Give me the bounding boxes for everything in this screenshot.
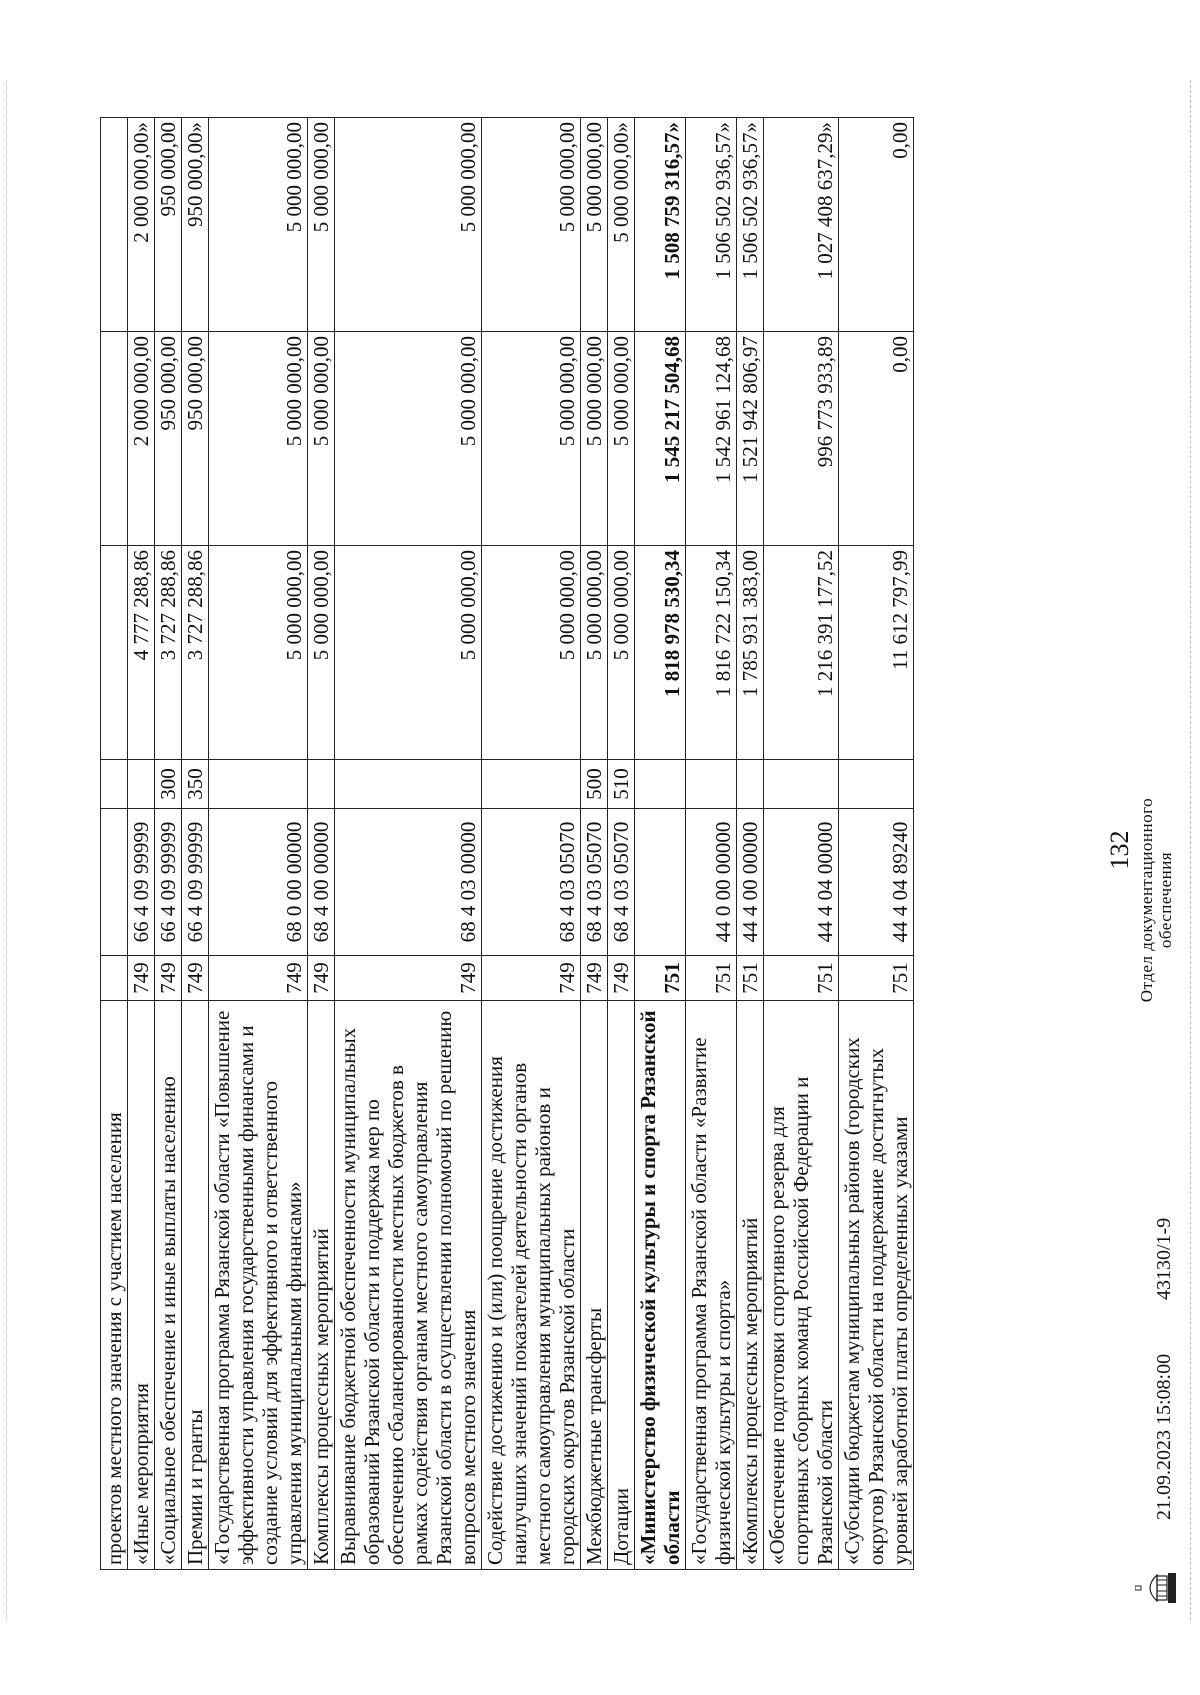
amount-2023-cell: 5 000 000,00 xyxy=(209,546,308,760)
amount-2023-cell: 1 818 978 530,34 xyxy=(635,546,686,760)
budget-table xyxy=(100,117,914,1570)
ministry-code-cell xyxy=(101,956,128,1001)
amount-2023-cell: 5 000 000,00 xyxy=(581,546,608,760)
amount-2024-cell: 5 000 000,00 xyxy=(335,332,482,546)
row-name-cell: «Комплексы процессных мероприятий xyxy=(737,1001,764,1570)
amount-2023-cell: 4 777 288,86 xyxy=(128,546,155,760)
amount-2023-cell: 5 000 000,00 xyxy=(482,546,581,760)
scan-edge-line xyxy=(1190,80,1191,1620)
footer-timestamp: 21.09.2023 15:08:00 xyxy=(1153,1353,1175,1520)
amount-2023-cell: 5 000 000,00 xyxy=(308,546,335,760)
amount-2024-cell: 1 521 942 806,97 xyxy=(737,332,764,546)
amount-2023-cell xyxy=(101,546,128,760)
department-stamp xyxy=(1137,785,1175,1015)
row-name-cell: Дотации xyxy=(608,1001,635,1570)
amount-2025-cell: 5 000 000,00 xyxy=(335,118,482,332)
footer-document-code: 43130/1-9 xyxy=(1153,1217,1175,1300)
target-article-cell: 68 4 03 05070 xyxy=(581,809,608,956)
amount-2024-cell: 0,00 xyxy=(839,332,914,546)
table-row xyxy=(839,118,914,1570)
ministry-code-cell: 749 xyxy=(482,956,581,1001)
table-row xyxy=(737,118,764,1570)
ministry-code-cell: 749 xyxy=(128,956,155,1001)
expense-type-cell xyxy=(101,760,128,809)
target-article-cell: 44 4 04 89240 xyxy=(839,809,914,956)
amount-2025-cell: 5 000 000,00 xyxy=(482,118,581,332)
ministry-code-cell: 751 xyxy=(764,956,839,1001)
amount-2024-cell: 5 000 000,00 xyxy=(308,332,335,546)
ministry-code-cell: 751 xyxy=(635,956,686,1001)
target-article-cell xyxy=(635,809,686,956)
row-name-cell: Межбюджетные трансферты xyxy=(581,1001,608,1570)
table-row xyxy=(608,118,635,1570)
amount-2025-cell: 1 508 759 316,57» xyxy=(635,118,686,332)
expense-type-cell xyxy=(482,760,581,809)
amount-2025-cell: 1 506 502 936,57» xyxy=(737,118,764,332)
expense-type-cell xyxy=(308,760,335,809)
ministry-code-cell: 749 xyxy=(308,956,335,1001)
row-name-cell: «Иные мероприятия xyxy=(128,1001,155,1570)
expense-type-cell: 500 xyxy=(581,760,608,809)
target-article-cell xyxy=(101,809,128,956)
amount-2023-cell: 11 612 797,99 xyxy=(839,546,914,760)
footer xyxy=(1135,85,1195,1605)
expense-type-cell xyxy=(209,760,308,809)
row-name-cell: Содействие достижению и (или) поощрение достижения наилучших значений показателей деятельности органов местного самоуправления муниципальных районов и городских округов Рязанской области xyxy=(482,1001,581,1570)
department-line-1: Отдел документационного xyxy=(1137,797,1156,1003)
amount-2024-cell: 996 773 933,89 xyxy=(764,332,839,546)
ministry-code-cell: 751 xyxy=(839,956,914,1001)
table-row xyxy=(581,118,608,1570)
expense-type-cell xyxy=(128,760,155,809)
table-row xyxy=(686,118,737,1570)
amount-2025-cell: 5 000 000,00 xyxy=(209,118,308,332)
row-name-cell: «Субсидии бюджетам муниципальных районов (городских округов) Рязанской области на поддержание достигнутых уровней заработной платы определенных указами xyxy=(839,1001,914,1570)
expense-type-cell: 300 xyxy=(155,760,182,809)
expense-type-cell xyxy=(737,760,764,809)
target-article-cell: 66 4 09 99999 xyxy=(128,809,155,956)
amount-2025-cell: 1 506 502 936,57» xyxy=(686,118,737,332)
amount-2023-cell: 1 816 722 150,34 xyxy=(686,546,737,760)
target-article-cell: 66 4 09 99999 xyxy=(155,809,182,956)
row-name-cell: «Социальное обеспечение и иные выплаты населению xyxy=(155,1001,182,1570)
table-row xyxy=(335,118,482,1570)
amount-2023-cell: 5 000 000,00 xyxy=(335,546,482,760)
ministry-code-cell: 749 xyxy=(155,956,182,1001)
table-row xyxy=(182,118,209,1570)
amount-2025-cell: 950 000,00 xyxy=(155,118,182,332)
row-name-cell: «Министерство физической культуры и спорта Рязанской области xyxy=(635,1001,686,1570)
row-name-cell: «Обеспечение подготовки спортивного резерва для спортивных сборных команд Российской Федерации и Рязанской области xyxy=(764,1001,839,1570)
row-name-cell: «Государственная программа Рязанской области «Повышение эффективности управления государственными финансами и создание условий для эффективного и ответственного управления муниципальными финансами» xyxy=(209,1001,308,1570)
amount-2024-cell: 5 000 000,00 xyxy=(482,332,581,546)
ministry-code-cell: 749 xyxy=(608,956,635,1001)
table-row xyxy=(482,118,581,1570)
target-article-cell: 68 4 03 05070 xyxy=(608,809,635,956)
amount-2024-cell: 950 000,00 xyxy=(182,332,209,546)
amount-2024-cell xyxy=(101,332,128,546)
expense-type-cell: 510 xyxy=(608,760,635,809)
table-row xyxy=(209,118,308,1570)
table-row xyxy=(764,118,839,1570)
amount-2025-cell: 2 000 000,00» xyxy=(128,118,155,332)
table-row xyxy=(155,118,182,1570)
amount-2025-cell: 5 000 000,00 xyxy=(308,118,335,332)
amount-2025-cell: 5 000 000,00 xyxy=(581,118,608,332)
ministry-code-cell: 749 xyxy=(182,956,209,1001)
expense-type-cell xyxy=(839,760,914,809)
amount-2024-cell: 5 000 000,00 xyxy=(209,332,308,546)
amount-2023-cell: 1 216 391 177,52 xyxy=(764,546,839,760)
table-row xyxy=(635,118,686,1570)
target-article-cell: 44 4 04 00000 xyxy=(764,809,839,956)
amount-2024-cell: 5 000 000,00 xyxy=(581,332,608,546)
row-name-cell: Премии и гранты xyxy=(182,1001,209,1570)
government-emblem-icon xyxy=(1135,1571,1179,1605)
amount-2024-cell: 2 000 000,00 xyxy=(128,332,155,546)
page-number: 132 xyxy=(1105,830,1134,870)
row-name-cell: Выравнивание бюджетной обеспеченности муниципальных образований Рязанской области и поддержка мер по обеспечению сбалансированности местных бюджетов в рамках содействия органам местного самоуправления Рязанской области в осуществлении полномочий по решению вопросов местного значения xyxy=(335,1001,482,1570)
amount-2025-cell xyxy=(101,118,128,332)
row-name-cell: «Государственная программа Рязанской области «Развитие физической культуры и спорта» xyxy=(686,1001,737,1570)
target-article-cell: 66 4 09 99999 xyxy=(182,809,209,956)
rotated-page xyxy=(0,40,1200,1660)
table-row xyxy=(308,118,335,1570)
expense-type-cell xyxy=(635,760,686,809)
amount-2024-cell: 5 000 000,00 xyxy=(608,332,635,546)
amount-2023-cell: 1 785 931 383,00 xyxy=(737,546,764,760)
expense-type-cell xyxy=(335,760,482,809)
amount-2024-cell: 1 545 217 504,68 xyxy=(635,332,686,546)
row-name-cell: Комплексы процессных мероприятий xyxy=(308,1001,335,1570)
target-article-cell: 68 0 00 00000 xyxy=(209,809,308,956)
amount-2025-cell: 1 027 408 637,29» xyxy=(764,118,839,332)
ministry-code-cell: 751 xyxy=(737,956,764,1001)
row-name-cell: проектов местного значения с участием населения xyxy=(101,1001,128,1570)
amount-2024-cell: 1 542 961 124,68 xyxy=(686,332,737,546)
amount-2023-cell: 5 000 000,00 xyxy=(608,546,635,760)
ministry-code-cell: 749 xyxy=(209,956,308,1001)
target-article-cell: 44 0 00 00000 xyxy=(686,809,737,956)
expense-type-cell xyxy=(764,760,839,809)
ministry-code-cell: 749 xyxy=(581,956,608,1001)
amount-2023-cell: 3 727 288,86 xyxy=(155,546,182,760)
target-article-cell: 68 4 03 05070 xyxy=(482,809,581,956)
table-row xyxy=(101,118,128,1570)
amount-2025-cell: 0,00 xyxy=(839,118,914,332)
scan-edge-line xyxy=(6,80,7,1620)
table-row xyxy=(128,118,155,1570)
amount-2025-cell: 950 000,00» xyxy=(182,118,209,332)
amount-2023-cell: 3 727 288,86 xyxy=(182,546,209,760)
department-line-2: обеспечения xyxy=(1156,851,1175,949)
amount-2025-cell: 5 000 000,00» xyxy=(608,118,635,332)
expense-type-cell: 350 xyxy=(182,760,209,809)
target-article-cell: 68 4 00 00000 xyxy=(308,809,335,956)
target-article-cell: 44 4 00 00000 xyxy=(737,809,764,956)
amount-2024-cell: 950 000,00 xyxy=(155,332,182,546)
ministry-code-cell: 749 xyxy=(335,956,482,1001)
target-article-cell: 68 4 03 00000 xyxy=(335,809,482,956)
ministry-code-cell: 751 xyxy=(686,956,737,1001)
expense-type-cell xyxy=(686,760,737,809)
